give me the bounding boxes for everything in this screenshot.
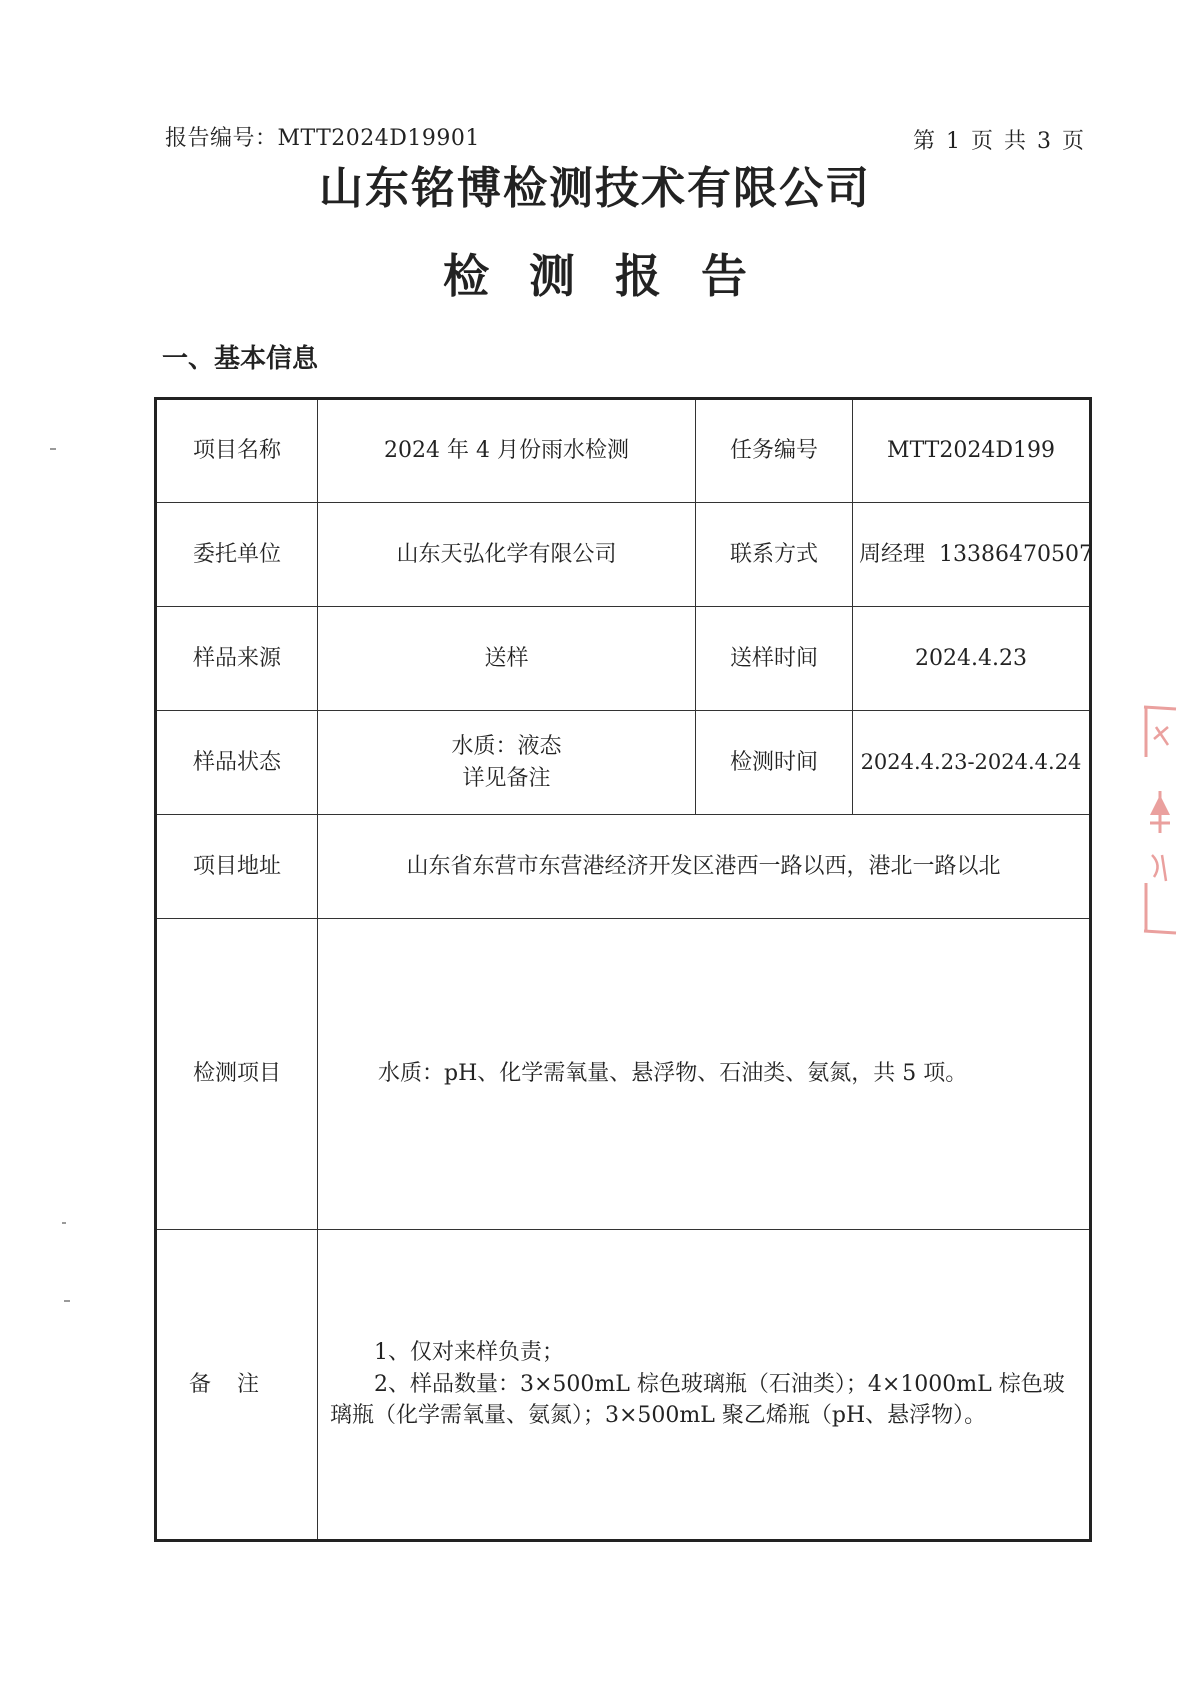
scan-mark [64,1300,70,1302]
table-row [156,503,1091,607]
notes-value [318,1230,1091,1541]
test-time-value: 2024.4.23-2024.4.24 [853,711,1091,815]
project-name-value: 2024 年 4 月份雨水检测 [318,399,696,503]
table-row [156,1230,1091,1541]
client-label: 委托单位 [156,503,318,607]
test-time-label: 检测时间 [696,711,853,815]
sample-status-line1: 水质：液态 [451,733,562,759]
sample-source-label: 样品来源 [156,607,318,711]
report-number: 报告编号：MTT2024D19901 [165,126,480,151]
test-items-label: 检测项目 [156,919,318,1230]
document-title: 检测报告 [443,249,787,303]
delivery-time-label: 送样时间 [696,607,853,711]
scan-mark [50,448,56,450]
sample-status-label: 样品状态 [156,711,318,815]
page-indicator: 第 1 页 共 3 页 [913,129,1086,154]
section-heading: 一、基本信息 [162,344,319,374]
basic-info-table [154,397,1092,1542]
project-name-label: 项目名称 [156,399,318,503]
test-items-value: 水质：pH、化学需氧量、悬浮物、石油类、氨氮，共 5 项。 [318,919,1091,1230]
address-value: 山东省东营市东营港经济开发区港西一路以西，港北一路以北 [318,815,1091,919]
scan-mark [62,1222,66,1224]
address-label: 项目地址 [156,815,318,919]
seal-stamp-fragment [1142,705,1178,935]
company-name: 山东铭博检测技术有限公司 [319,163,871,214]
table-row [156,607,1091,711]
delivery-time-value: 2024.4.23 [853,607,1091,711]
notes-line-2: 2、样品数量：3×500mL 棕色玻璃瓶（石油类）；4×1000mL 棕色玻璃瓶（化学需氧量、氨氮）；3×500mL 聚乙烯瓶（pH、悬浮物）。 [330,1371,1065,1429]
notes-label [156,1230,318,1541]
sample-source-value: 送样 [318,607,696,711]
sample-status-line2: 详见备注 [462,765,551,791]
table-row [156,711,1091,815]
table-row [156,919,1091,1230]
contact-value: 周经理 13386470507 [853,503,1091,607]
contact-label: 联系方式 [696,503,853,607]
table-row [156,399,1091,503]
notes-label-text: 备注 [188,1371,285,1397]
client-value: 山东天弘化学有限公司 [318,503,696,607]
task-no-label: 任务编号 [696,399,853,503]
task-no-value: MTT2024D199 [853,399,1091,503]
notes-line-1: 1、仅对来样负责； [374,1339,564,1365]
sample-status-value [318,711,696,815]
table-row [156,815,1091,919]
